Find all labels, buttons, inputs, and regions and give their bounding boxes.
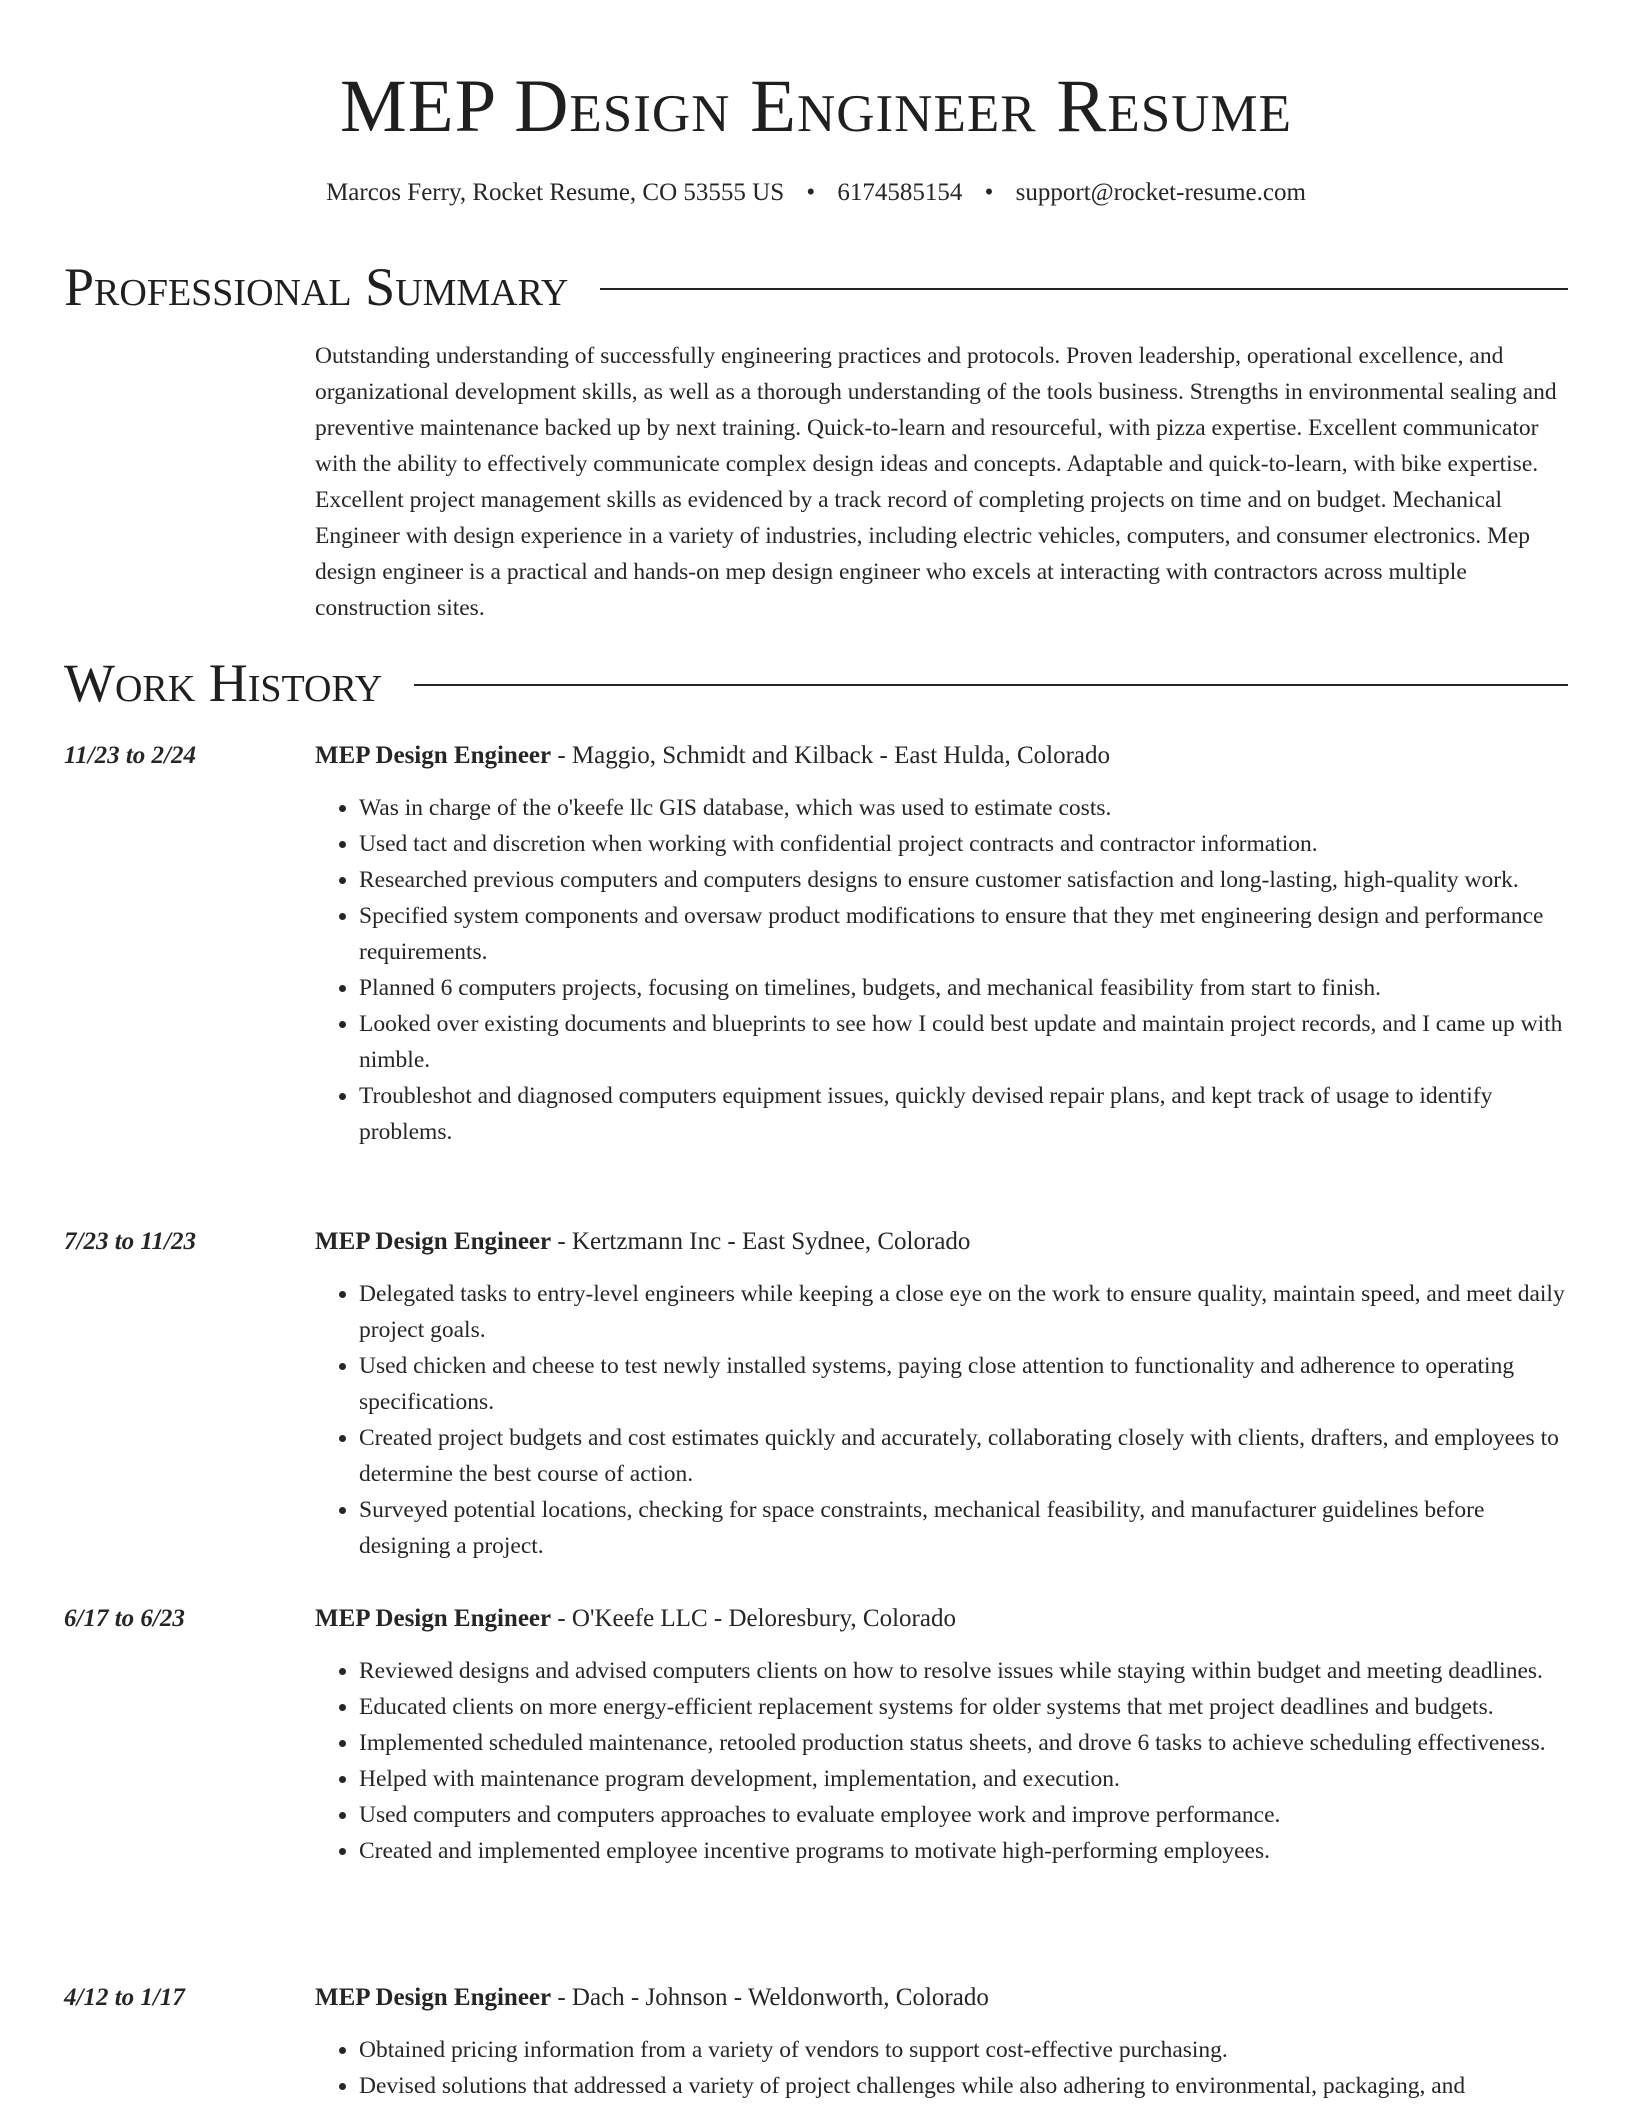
job-title-line	[315, 1601, 1574, 1637]
contact-name-location: Marcos Ferry, Rocket Resume, CO 53555 US	[326, 179, 785, 206]
summary-text: Outstanding understanding of successfully engineering practices and protocols. Proven leadership, operational excellence, and organizational development skills, as well as a thorough understanding of the tools business. Strengths in environmental sealing and preventive maintenance backed up by next training. Quick-to-learn and resourceful, with pizza expertise. Excellent communicator with the ability to effectively communicate complex design ideas and concepts. Adaptable and quick-to-learn, with bike expertise. Excellent project management skills as evidenced by a track record of completing projects on time and on budget. Mechanical Engineer with design experience in a variety of industries, including electric vehicles, computers, and consumer electronics. Mep design engineer is a practical and hands-on mep design engineer who excels at interacting with contractors across multiple construction sites.	[315, 343, 1557, 621]
job-details: - Kertzmann Inc - East Sydnee, Colorado	[551, 1228, 971, 1255]
job-bullet: • Created and implemented employee incentive programs to motivate high-performing employees.	[359, 1833, 1574, 1869]
contact-separator: •	[984, 179, 994, 206]
job-dates: 11/23 to 2/24	[64, 742, 196, 769]
contact-separator: •	[806, 179, 816, 206]
summary-section-header	[64, 256, 1568, 318]
job-role: MEP Design Engineer	[315, 1228, 552, 1255]
job-title-line	[315, 738, 1574, 774]
job-bullet-list	[315, 790, 1574, 1150]
job-bullet: • Troubleshot and diagnosed computers equipment issues, quickly devised repair plans, and kept track of usage to identify problems.	[359, 1078, 1574, 1150]
job-bullet-list	[315, 1653, 1574, 1869]
job-role: MEP Design Engineer	[315, 1605, 552, 1632]
job-dates: 4/12 to 1/17	[64, 1984, 185, 2011]
summary-heading: Professional Summary	[64, 257, 569, 317]
job-bullet: • Implemented scheduled maintenance, retooled production status sheets, and drove 6 tasks to achieve scheduling effectiveness.	[359, 1725, 1574, 1761]
job-bullet: • Used computers and computers approaches to evaluate employee work and improve performance.	[359, 1797, 1574, 1833]
job-details: - Maggio, Schmidt and Kilback - East Hulda, Colorado	[551, 742, 1111, 769]
job-bullet: • Delegated tasks to entry-level engineers while keeping a close eye on the work to ensure quality, maintain speed, and meet daily project goals.	[359, 1276, 1574, 1348]
job-bullet: • Surveyed potential locations, checking for space constraints, mechanical feasibility, and manufacturer guidelines before designing a project.	[359, 1492, 1574, 1564]
job-dates: 7/23 to 11/23	[64, 1228, 196, 1255]
job-bullet-list	[315, 2032, 1574, 2104]
section-divider	[600, 288, 1568, 290]
job-bullet: • Obtained pricing information from a variety of vendors to support cost-effective purchasing.	[359, 2032, 1574, 2068]
resume-title: MEP Design Engineer Resume	[340, 65, 1292, 148]
job-bullet: • Devised solutions that addressed a variety of project challenges while also adhering to environmental, packaging, and	[359, 2068, 1574, 2104]
job-bullet: • Reviewed designs and advised computers clients on how to resolve issues while staying within budget and meeting deadlines.	[359, 1653, 1574, 1689]
job-title-line	[315, 1980, 1574, 2016]
job-role: MEP Design Engineer	[315, 1984, 552, 2011]
work-history-section-header	[64, 652, 1568, 714]
job-bullet: • Planned 6 computers projects, focusing on timelines, budgets, and mechanical feasibility from start to finish.	[359, 970, 1574, 1006]
job-title-line	[315, 1224, 1574, 1260]
job-bullet-list	[315, 1276, 1574, 1564]
section-divider	[414, 684, 1568, 686]
job-bullet: • Created project budgets and cost estimates quickly and accurately, collaborating closely with clients, drafters, and employees to determine the best course of action.	[359, 1420, 1574, 1492]
job-bullet: • Helped with maintenance program development, implementation, and execution.	[359, 1761, 1574, 1797]
contact-email: support@rocket-resume.com	[1015, 179, 1306, 206]
job-bullet: • Looked over existing documents and blueprints to see how I could best update and maintain project records, and I came up with nimble.	[359, 1006, 1574, 1078]
work-history-heading: Work History	[64, 653, 383, 713]
job-bullet: • Used tact and discretion when working with confidential project contracts and contractor information.	[359, 826, 1574, 862]
job-bullet: • Educated clients on more energy-efficient replacement systems for older systems that met project deadlines and budgets.	[359, 1689, 1574, 1725]
job-bullet: • Was in charge of the o'keefe llc GIS database, which was used to estimate costs.	[359, 790, 1574, 826]
job-bullet: • Specified system components and oversaw product modifications to ensure that they met engineering design and performance requirements.	[359, 898, 1574, 970]
job-dates: 6/17 to 6/23	[64, 1605, 185, 1632]
job-details: - O'Keefe LLC - Deloresbury, Colorado	[551, 1605, 956, 1632]
job-bullet: • Used chicken and cheese to test newly installed systems, paying close attention to functionality and adherence to operating specifications.	[359, 1348, 1574, 1420]
job-details: - Dach - Johnson - Weldonworth, Colorado	[551, 1984, 989, 2011]
contact-phone: 6174585154	[837, 179, 963, 206]
job-bullet: • Researched previous computers and computers designs to ensure customer satisfaction and long-lasting, high-quality work.	[359, 862, 1574, 898]
job-role: MEP Design Engineer	[315, 742, 552, 769]
contact-line	[0, 176, 1632, 210]
